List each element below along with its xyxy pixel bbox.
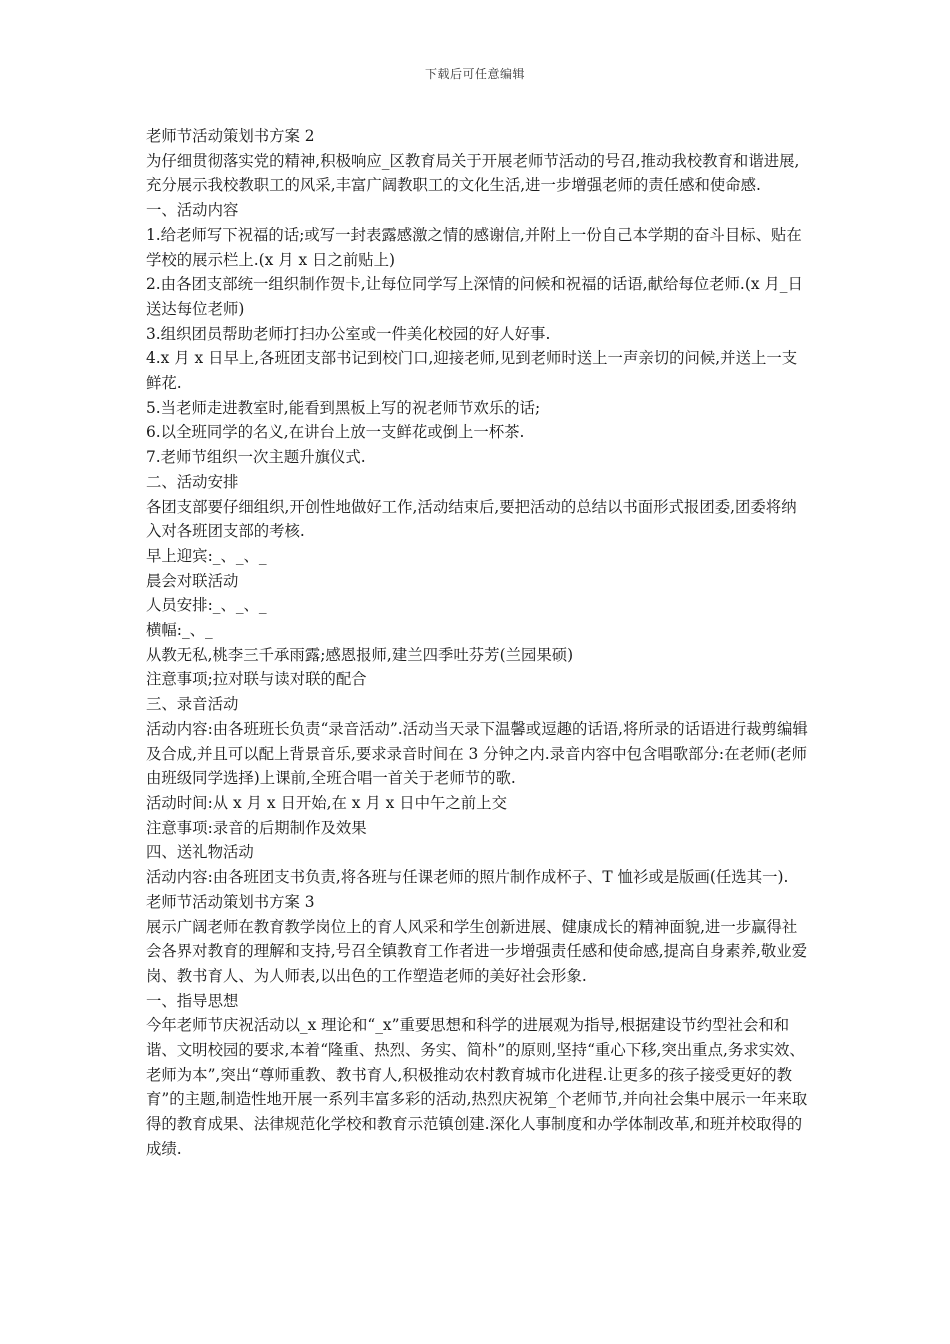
paragraph: 活动内容:由各班团支书负责,将各班与任课老师的照片制作成杯子、T 恤衫或是版画(任选其一). xyxy=(146,868,789,887)
paragraph: 今年老师节庆祝活动以_x 理论和“_x”重要思想和科学的进展观为指导,根据建设节约型社会和和谐、文明校园的要求,本着“隆重、热烈、务实、简朴”的原则,坚持“重心下移,突出重点,务求实效、老师为本”,突出“尊师重教、教书育人,积极推动农村教育城市化进程.让更多的孩子接受更好的教育”的主题,制造性地开展一系列丰富多彩的活动,热烈庆祝第_个老师节,并向社会集中展示一年来取得的教育成果、法律规范化学校和教育示范镇创建.深化人事制度和办学体制改革,和班并校取得的成绩. xyxy=(146,1016,808,1158)
section-title: 老师节活动策划书方案 3 xyxy=(146,892,315,911)
section-heading: 一、活动内容 xyxy=(146,201,239,220)
page-header-note: 下载后可任意编辑 xyxy=(424,67,525,81)
paragraph: 活动时间:从 x 月 x 日开始,在 x 月 x 日中午之前上交 xyxy=(146,793,507,812)
paragraph: 活动内容:由各班班长负责“录音活动”.活动当天录下温馨或逗趣的话语,将所录的话语进行裁剪编辑及合成,并且可以配上背景音乐,要求录音时间在 3 分钟之内.录音内容中包含唱歌部分:在老师(老师由班级同学选择)上课前,全班合唱一首关于老师节的歌. xyxy=(146,719,808,788)
list-item: 6.以全班同学的名义,在讲台上放一支鲜花或倒上一杯茶. xyxy=(146,423,525,442)
section-heading: 一、指导思想 xyxy=(146,991,239,1010)
list-item: 2.由各团支部统一组织制作贺卡,让每位同学写上深情的问候和祝福的话语,献给每位老师.(x 月_日送达每位老师) xyxy=(146,275,803,318)
section-heading: 四、送礼物活动 xyxy=(146,843,254,862)
section-title: 老师节活动策划书方案 2 xyxy=(146,127,315,145)
document-body xyxy=(146,124,810,1162)
paragraph: 注意事项;拉对联与读对联的配合 xyxy=(146,670,367,689)
paragraph: 横幅:_、_ xyxy=(146,621,213,640)
paragraph: 各团支部要仔细组织,开创性地做好工作,活动结束后,要把活动的总结以书面形式报团委,团委将纳入对各班团支部的考核. xyxy=(146,497,797,541)
paragraph: 早上迎宾:_、_、_ xyxy=(146,546,267,565)
paragraph: 晨会对联活动 xyxy=(146,571,239,590)
list-item: 7.老师节组织一次主题升旗仪式. xyxy=(146,448,366,467)
list-item: 4.x 月 x 日早上,各班团支部书记到校门口,迎接老师,见到老师时送上一声亲切的问候,并送上一支鲜花. xyxy=(146,349,798,393)
list-item: 3.组织团员帮助老师打扫办公室或一件美化校园的好人好事. xyxy=(146,324,551,343)
paragraph: 注意事项:录音的后期制作及效果 xyxy=(146,818,367,837)
list-item: 5.当老师走进教室时,能看到黑板上写的祝老师节欢乐的话; xyxy=(146,398,541,417)
section-heading: 三、录音活动 xyxy=(146,695,239,714)
paragraph: 从教无私,桃李三千承雨露;感恩报师,建兰四季吐芬芳(兰园果硕) xyxy=(146,645,574,664)
paragraph: 人员安排:_、_、_ xyxy=(146,596,267,615)
section-heading: 二、活动安排 xyxy=(146,472,239,491)
paragraph: 为仔细贯彻落实党的精神,积极响应_区教育局关于开展老师节活动的号召,推动我校教育和谐进展,充分展示我校教职工的风采,丰富广阔教职工的文化生活,进一步增强老师的责任感和使命感. xyxy=(146,151,800,195)
list-item: 1.给老师写下祝福的话;或写一封表露感激之情的感谢信,并附上一份自己本学期的奋斗目标、贴在学校的展示栏上.(x 月 x 日之前贴上) xyxy=(146,225,802,269)
paragraph: 展示广阔老师在教育教学岗位上的育人风采和学生创新进展、健康成长的精神面貌,进一步赢得社会各界对教育的理解和支持,号召全镇教育工作者进一步增强责任感和使命感,提高自身素养,敬业爱岗、教书育人、为人师表,以出色的工作塑造老师的美好社会形象. xyxy=(146,917,808,985)
